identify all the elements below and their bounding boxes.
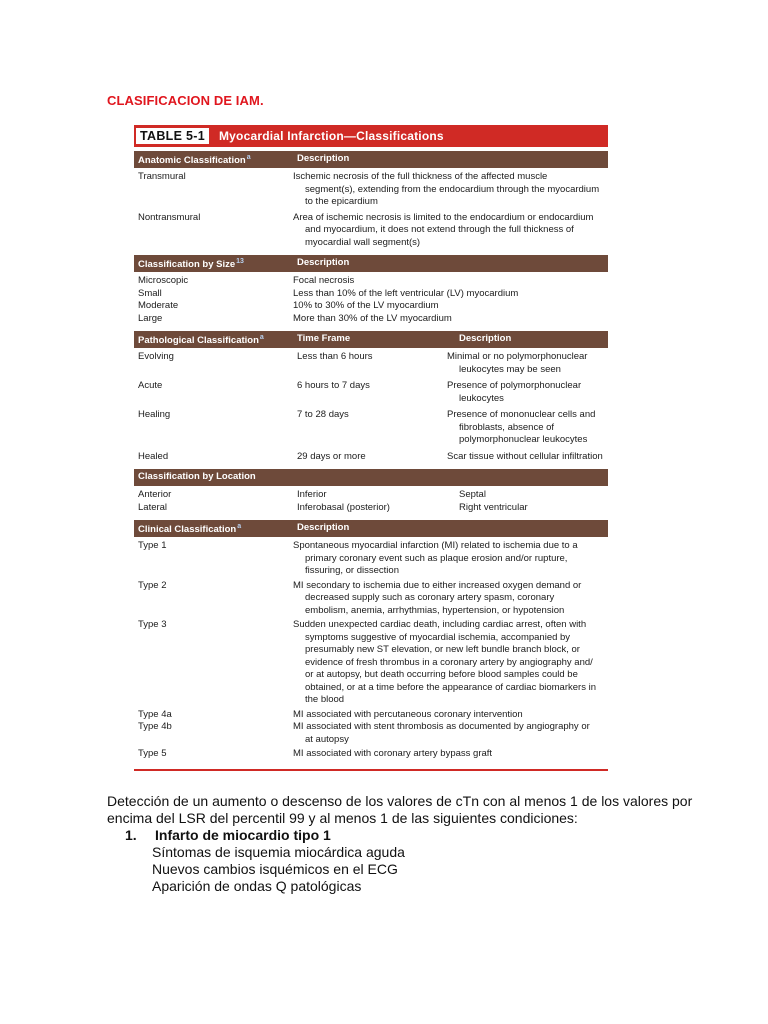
table-row xyxy=(134,619,608,707)
table-row xyxy=(134,313,608,326)
table-row xyxy=(134,409,608,447)
location-cell: Anterior xyxy=(138,489,172,500)
row-value: Ischemic necrosis of the full thickness of the affected muscle segment(s), extending from the endocardium through the myocardium to the epicardium xyxy=(293,171,600,207)
row-desc: Minimal or no polymorphonuclear leukocytes may be seen xyxy=(447,351,588,375)
row-value: More than 30% of the LV myocardium xyxy=(293,312,452,324)
numbered-list-item xyxy=(125,827,707,844)
table-row xyxy=(134,300,608,313)
body-text xyxy=(107,793,707,895)
table-row xyxy=(134,580,608,618)
row-value: Focal necrosis xyxy=(293,275,355,286)
table-row xyxy=(134,721,608,746)
row-value: MI associated with percutaneous coronary intervention xyxy=(293,708,523,720)
list-item-label: Infarto de miocardio tipo 1 xyxy=(155,827,331,843)
row-key: Moderate xyxy=(138,300,179,311)
sub-item: Síntomas de isquemia miocárdica aguda xyxy=(152,844,405,860)
row-key: Large xyxy=(138,312,163,324)
table-row xyxy=(134,171,608,209)
location-cell: Inferobasal (posterior) xyxy=(297,501,390,513)
table-row xyxy=(134,502,608,515)
row-key: Type 4a xyxy=(138,708,172,720)
row-key: Type 3 xyxy=(138,619,167,630)
table-row xyxy=(134,748,608,761)
table-title: Myocardial Infarction—Classifications xyxy=(218,128,444,143)
row-desc: Scar tissue without cellular infiltration xyxy=(447,450,603,462)
table-row xyxy=(134,288,608,301)
table-row xyxy=(134,540,608,578)
row-key: Small xyxy=(138,287,162,299)
row-key: Type 1 xyxy=(138,540,167,551)
footnote-marker: 13 xyxy=(236,257,244,265)
location-cell: Inferior xyxy=(297,489,327,500)
section-header-location xyxy=(134,469,608,486)
section-header-anatomic xyxy=(134,151,608,168)
intro-paragraph: Detección de un aumento o descenso de los valores de cTn con al menos 1 de los valores por encima del LSR del percentil 99 y al menos 1 de las siguientes condiciones: xyxy=(107,793,693,826)
row-value: Less than 10% of the left ventricular (LV) myocardium xyxy=(293,287,519,299)
row-key: Microscopic xyxy=(138,275,189,286)
section-title: Clinical Classification xyxy=(138,523,237,535)
classification-table xyxy=(134,125,608,771)
column-header-description: Description xyxy=(297,522,350,534)
row-time: 6 hours to 7 days xyxy=(297,380,370,391)
row-key: Type 2 xyxy=(138,579,167,591)
row-key: Evolving xyxy=(138,351,174,362)
row-value: Sudden unexpected cardiac death, including cardiac arrest, often with symptoms suggestive of myocardial ischemia, accompanied by presumably new ST elevation, or new left bundle branch block, or evidence of fresh thrombus in a coronary artery by angiography and/ or at autopsy, but death occurring before blood samples could be obtained, or at a time before the appearance of cardiac biomarkers in the blood xyxy=(293,619,596,705)
section-rows-clinical xyxy=(134,537,608,763)
column-header-description: Description xyxy=(297,153,350,165)
section-header-clinical xyxy=(134,520,608,537)
row-key: Type 5 xyxy=(138,748,167,759)
section-title: Anatomic Classification xyxy=(138,154,246,166)
table-row xyxy=(134,380,608,405)
row-key: Type 4b xyxy=(138,721,172,732)
row-key: Nontransmural xyxy=(138,211,201,223)
row-desc: Presence of polymorphonuclear leukocytes xyxy=(447,380,582,404)
row-value: MI secondary to ischemia due to either increased oxygen demand or decreased supply such as coronary artery spasm, coronary embolism, anemia, arrhythmias, hypertension, or hypotension xyxy=(293,579,582,616)
row-key: Transmural xyxy=(138,171,186,182)
section-header-pathological xyxy=(134,331,608,348)
page-heading: CLASIFICACION DE IAM. xyxy=(107,93,264,108)
footnote-marker: a xyxy=(246,153,251,161)
section-title: Classification by Size xyxy=(138,258,236,270)
row-value: Area of ischemic necrosis is limited to the endocardium or endocardium and myocardium, it does not extend through the full thickness of myocardial wall segment(s) xyxy=(293,211,594,248)
section-rows-size xyxy=(134,272,608,327)
row-time: Less than 6 hours xyxy=(297,351,373,362)
sub-item: Nuevos cambios isquémicos en el ECG xyxy=(152,861,398,877)
section-rows-location xyxy=(134,486,608,516)
row-key: Healed xyxy=(138,450,169,462)
table-bottom-rule xyxy=(134,769,608,771)
column-header-description: Description xyxy=(459,333,512,345)
row-value: Spontaneous myocardial infarction (MI) related to ischemia due to a primary coronary event such as plaque erosion and/or rupture, fissuring, or dissection xyxy=(293,540,578,576)
row-value: MI associated with coronary artery bypass graft xyxy=(293,748,493,759)
footnote-marker: a xyxy=(237,522,242,530)
row-key: Acute xyxy=(138,380,163,391)
section-rows-anatomic xyxy=(134,168,608,251)
location-cell: Right ventricular xyxy=(459,501,528,513)
row-time: 7 to 28 days xyxy=(297,409,349,420)
row-desc: Presence of mononuclear cells and fibroblasts, absence of polymorphonuclear leukocytes xyxy=(447,409,596,445)
table-number-badge: TABLE 5-1 xyxy=(136,128,209,144)
table-row xyxy=(134,451,608,464)
location-cell: Septal xyxy=(459,489,486,500)
row-key: Healing xyxy=(138,409,171,420)
column-header-time-frame: Time Frame xyxy=(297,333,351,345)
footnote-marker: a xyxy=(259,333,264,341)
section-rows-pathological xyxy=(134,348,608,465)
table-title-bar xyxy=(134,125,608,147)
table-row xyxy=(134,275,608,288)
table-row xyxy=(134,212,608,250)
section-header-size xyxy=(134,255,608,272)
column-header-description: Description xyxy=(297,257,350,269)
table-row xyxy=(134,709,608,722)
location-cell: Lateral xyxy=(138,501,168,513)
row-time: 29 days or more xyxy=(297,450,366,462)
sub-item: Aparición de ondas Q patológicas xyxy=(152,878,362,894)
section-title: Classification by Location xyxy=(138,471,256,483)
table-row xyxy=(134,489,608,502)
section-title: Pathological Classification xyxy=(138,334,259,346)
list-number: 1. xyxy=(125,827,137,843)
row-value: MI associated with stent thrombosis as documented by angiography or at autopsy xyxy=(293,721,590,745)
table-row xyxy=(134,351,608,376)
row-value: 10% to 30% of the LV myocardium xyxy=(293,300,439,311)
